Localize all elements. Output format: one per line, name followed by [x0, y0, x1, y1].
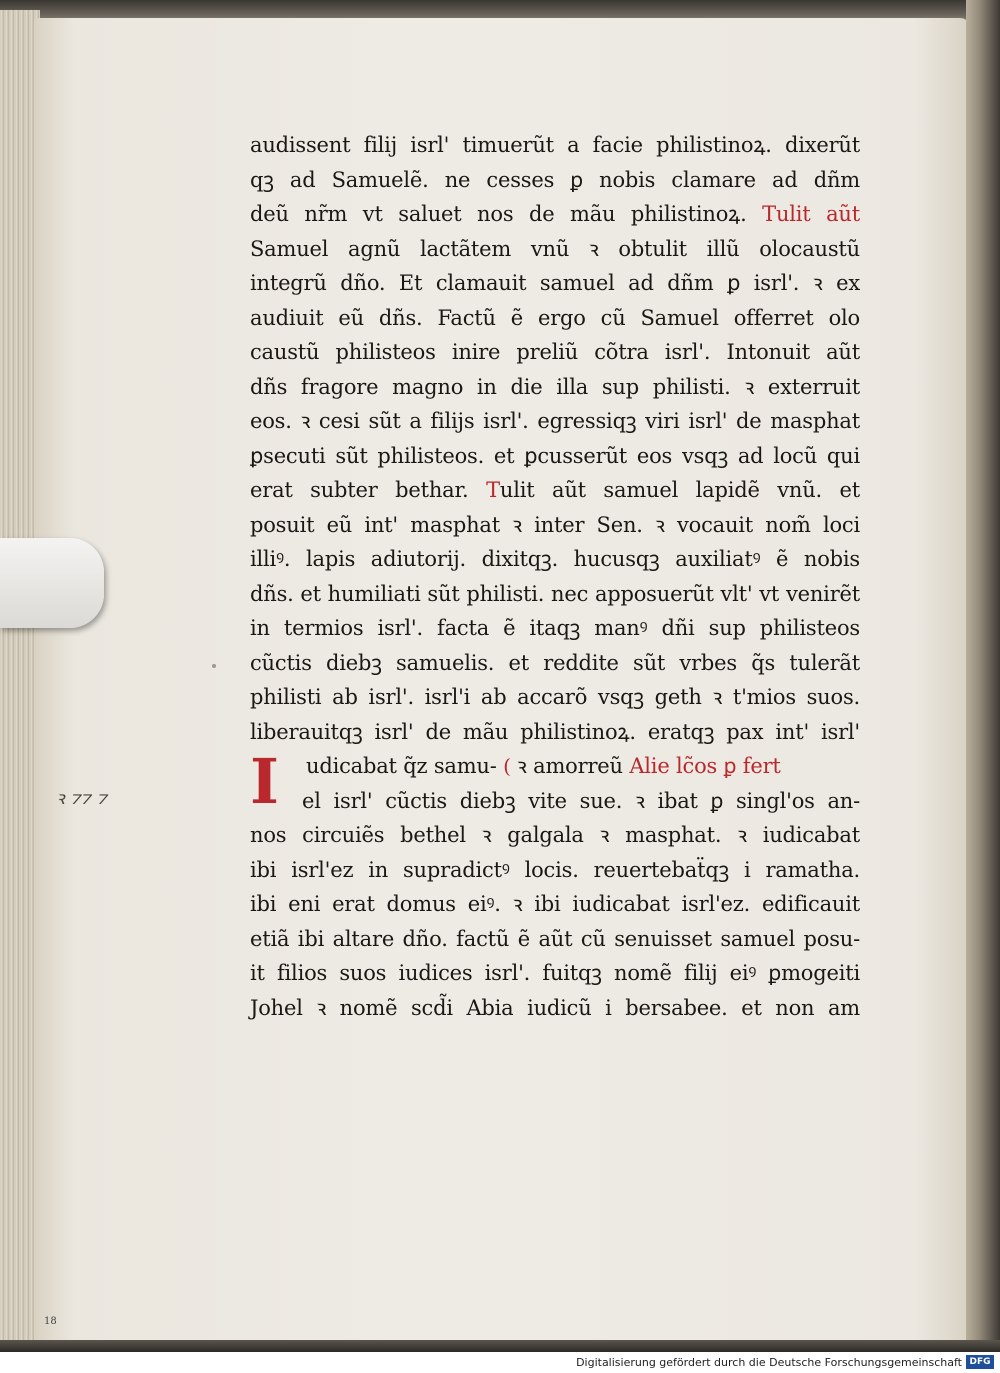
- text-line-segment: ulit aũt samuel lapidẽ vnũ. et: [499, 478, 861, 502]
- paper-speck: [212, 664, 216, 668]
- text-line: ibi eni erat domus eiꝰ. ꝛ ibi iudicabat isrl'ez. edificauit: [250, 892, 860, 916]
- text-line: audiuit eũ dñs. Factũ ẽ ergo cũ Samuel offerret olo: [250, 305, 860, 330]
- text-line: [250, 197, 860, 232]
- page-holder-clip: [0, 538, 104, 628]
- text-line: illiꝰ. lapis adiutorij. dixitqꝫ. hucusqꝫ auxiliatꝰ ẽ nobis: [250, 547, 860, 571]
- text-line: Samuel agnũ lactãtem vnũ ꝛ obtulit illũ olocaustũ: [250, 236, 860, 261]
- text-line: audissent filij isrl' timuerũt a facie philistinoꝝ. dixerũt: [250, 133, 860, 157]
- text-line: liberauitqꝫ isrl' de mãu philistinoꝝ. eratqꝫ pax int' isrl': [250, 719, 860, 744]
- text-line: dñs. et humiliati sũt philisti. nec apposuerũt vlt' vt venirẽt: [250, 581, 860, 606]
- text-line: nos circuiẽs bethel ꝛ galgala ꝛ masphat. ꝛ iudicabat: [250, 823, 860, 847]
- rubric-text: Tulit aũt: [762, 202, 860, 226]
- text-line-segment: deũ nr̃m vt saluet nos de mãu philistinoꝝ.: [250, 202, 747, 226]
- text-line: el isrl' cũctis diebꝫ vite sue. ꝛ ibat ꝑ singl'os an-: [302, 788, 860, 813]
- marginal-note: ꝛ ⁊⁊ ⁊: [56, 788, 107, 809]
- text-line-segment: erat subter bethar.: [250, 478, 469, 502]
- funding-credit: Digitalisierung gefördert durch die Deutsche Forschungsgemeinschaft: [576, 1356, 962, 1369]
- text-line: etiã ibi altare dño. factũ ẽ aũt cũ senuisset samuel posu-: [250, 926, 860, 951]
- page-corner-mark: 18: [44, 1316, 57, 1327]
- dfg-logo: DFG: [966, 1355, 994, 1369]
- text-line: it filios suos iudices isrl'. fuitqꝫ nomẽ filij eiꝰ ꝑmogeiti: [250, 961, 860, 985]
- text-line: [250, 473, 860, 508]
- text-line-segment: udicabat q̃z samu-: [306, 754, 497, 778]
- text-line: integrũ dño. Et clamauit samuel ad dñm ꝑ isrl'. ꝛ ex: [250, 271, 860, 295]
- rubric-mark: T: [486, 478, 500, 502]
- text-line: ibi isrl'ez in supradictꝰ locis. reuertebaẗqꝫ i ramatha.: [250, 857, 860, 882]
- digitization-footer: [0, 1352, 1000, 1373]
- text-line: caustũ philisteos inire preliũ cõtra isrl'. Intonuit aũt: [250, 340, 860, 364]
- text-line: Johel ꝛ nomẽ scd̃i Abia iudicũ i bersabee. et non am: [250, 995, 860, 1020]
- book-bottom-edge: [0, 1340, 1000, 1352]
- text-line: qꝫ ad Samuelẽ. ne cesses ꝑ nobis clamare ad dñm: [250, 167, 860, 192]
- text-line: posuit eũ int' masphat ꝛ inter Sen. ꝛ vocauit nom̃ loci: [250, 512, 860, 537]
- text-line: in termios isrl'. facta ẽ itaqꝫ manꝰ dñi sup philisteos: [250, 616, 860, 640]
- text-line: eos. ꝛ cesi sũt a filijs isrl'. egressiqꝫ viri isrl' de masphat: [250, 409, 860, 433]
- rubric-text: Alie lc̃os ꝑ fert: [629, 754, 781, 778]
- book-right-edge: [966, 0, 1000, 1373]
- text-line: cũctis diebꝫ samuelis. et reddite sũt vrbes q̃s tulerãt: [250, 650, 860, 675]
- text-line: I udicabat q̃z samu- ( ꝛ amorreũ Alie lc̃os ꝑ fert: [250, 745, 781, 818]
- text-line: philisti ab isrl'. isrl'i ab accarõ vsqꝫ geth ꝛ t'mios suos.: [250, 685, 860, 709]
- decorated-initial: I: [250, 745, 279, 818]
- text-line-segment: ꝛ amorreũ: [516, 754, 623, 778]
- text-block: [250, 128, 860, 1025]
- text-line: ꝑsecuti sũt philisteos. et ꝑcusserũt eos vsqꝫ ad locũ qui: [250, 443, 860, 468]
- text-line: dñs fragore magno in die illa sup philisti. ꝛ exterruit: [250, 374, 860, 399]
